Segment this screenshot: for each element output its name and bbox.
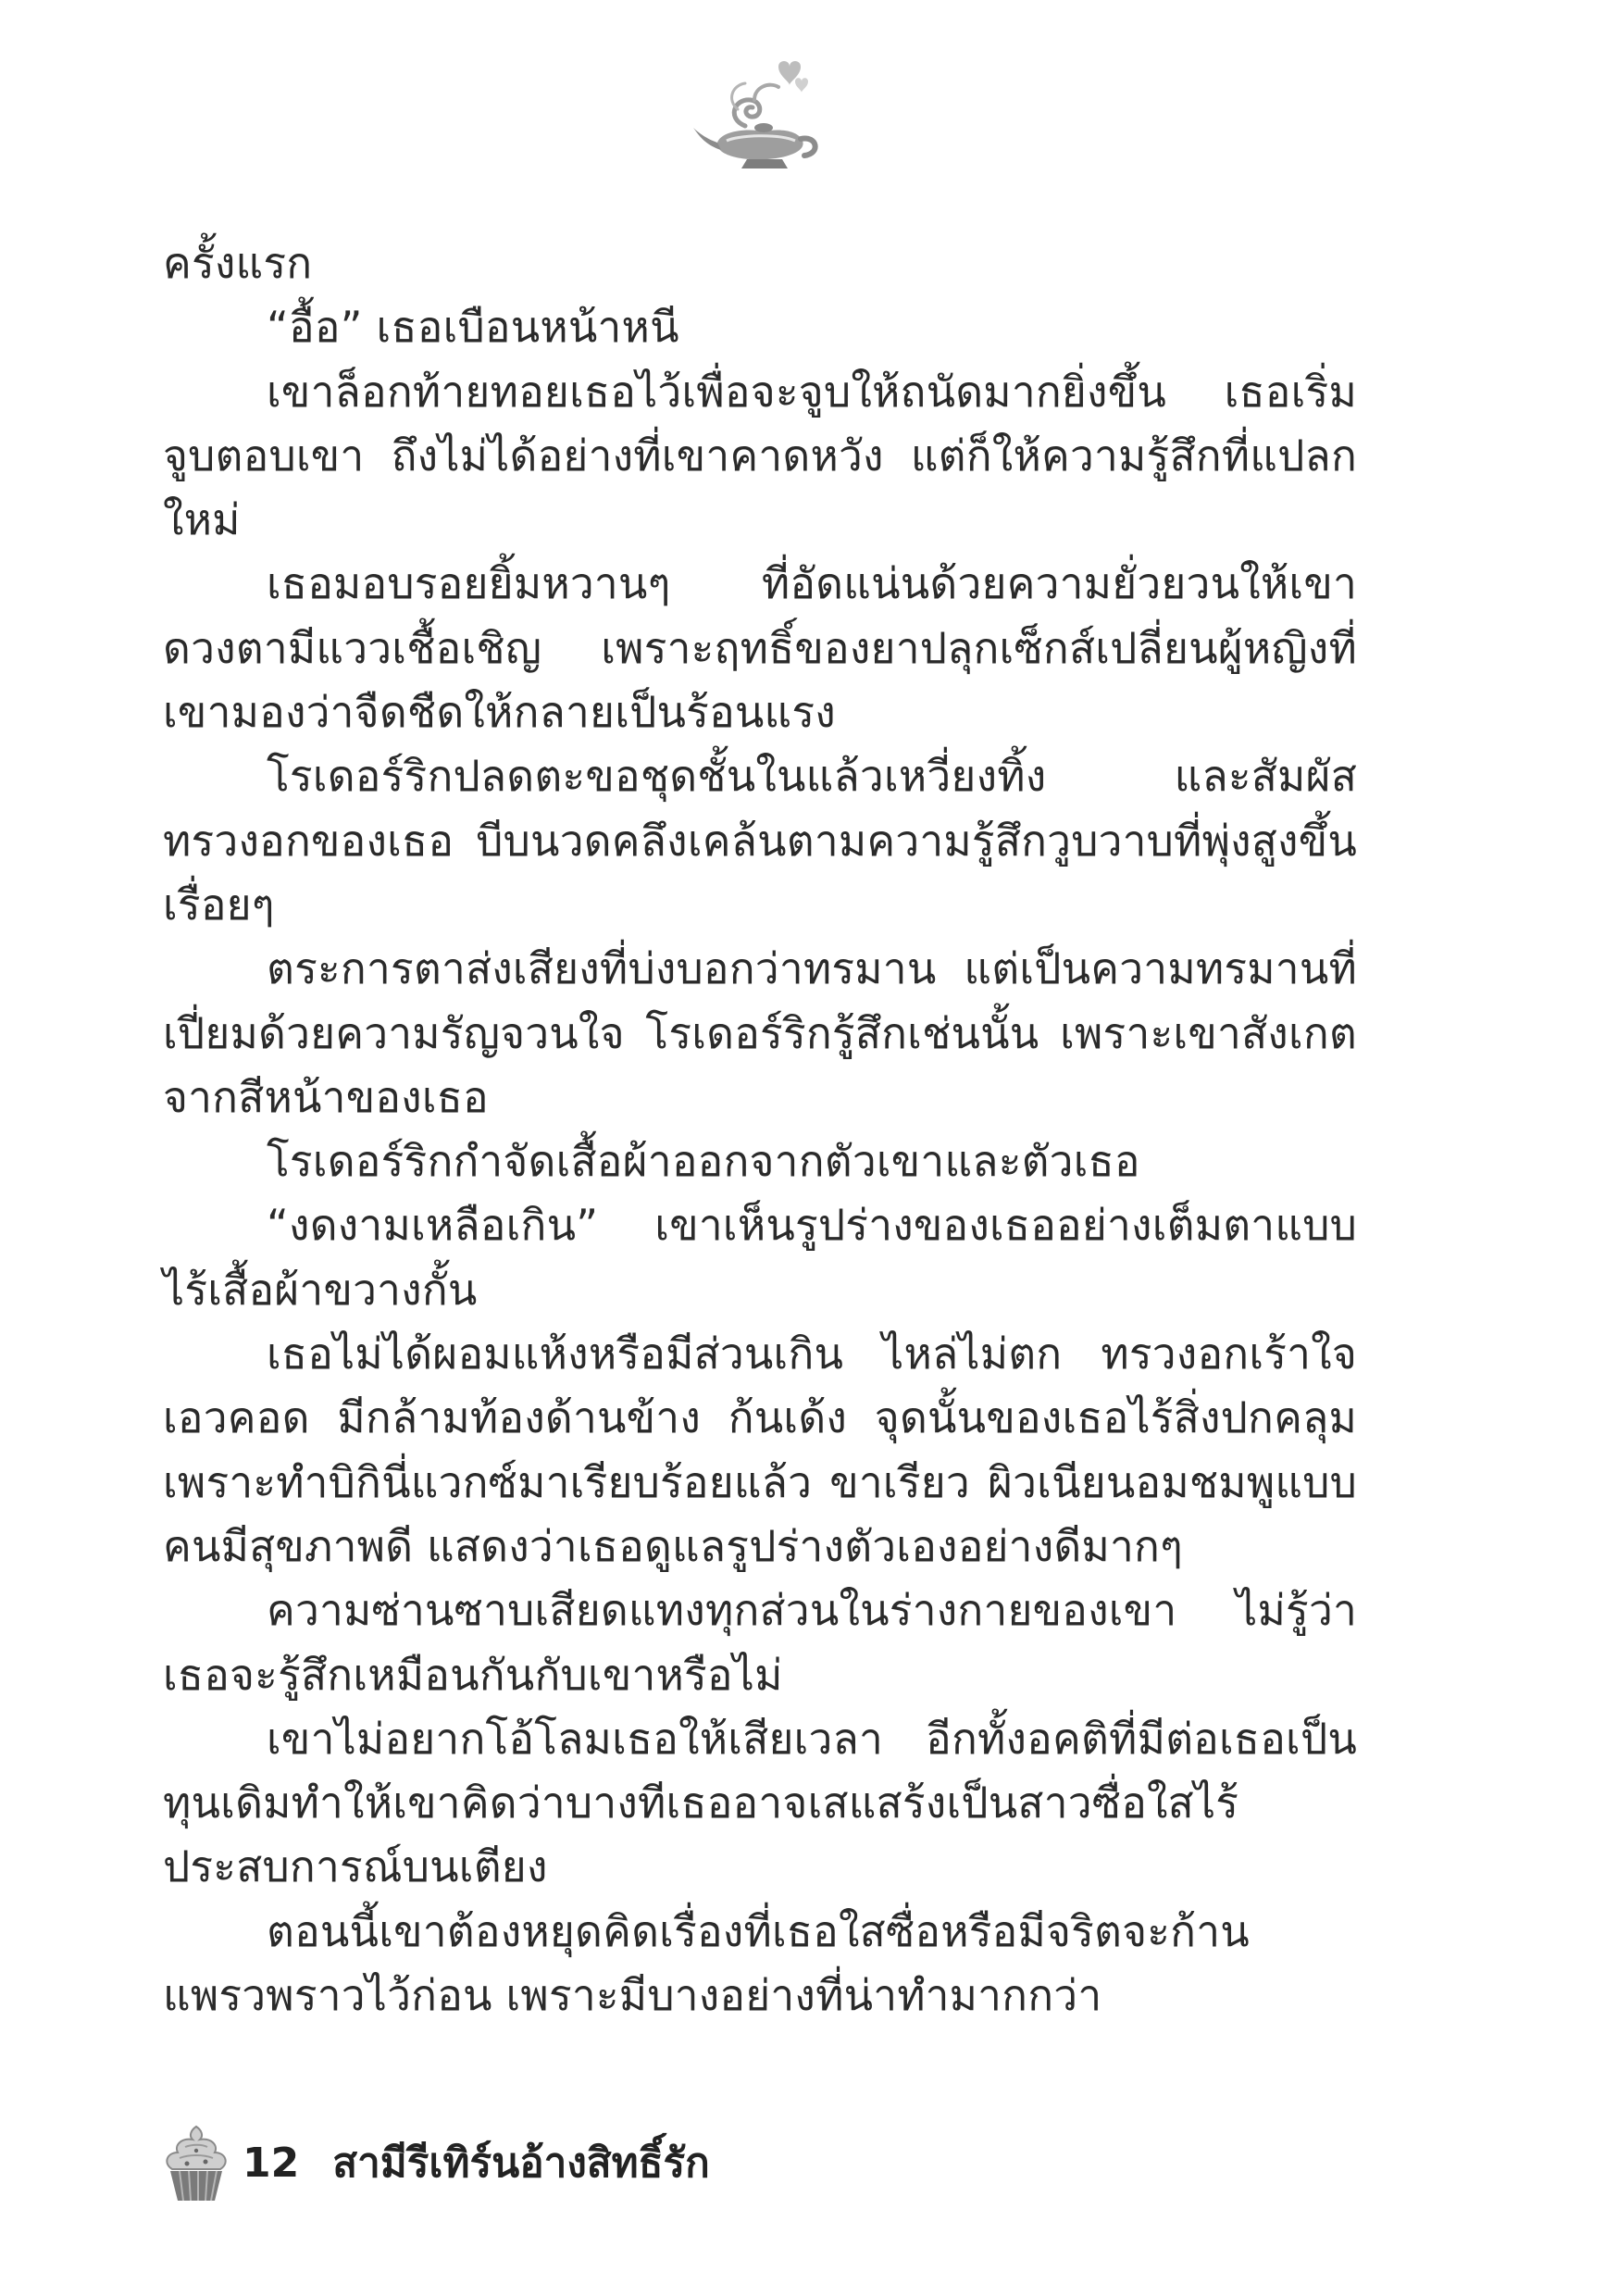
book-title: สามีรีเทิร์นอ้างสิทธิ์รัก [332,2140,710,2187]
paragraph: ความซ่านซาบเสียดแทงทุกส่วนในร่างกายของเขา ไม่รู้ว่าเธอจะรู้สึกเหมือนกันกับเขาหรือไม่ [163,1585,1357,1700]
genie-lamp-icon [690,54,828,174]
paragraph: “งดงามเหลือเกิน” เขาเห็นรูปร่างของเธออย่างเต็มตาแบบไร้เสื้อผ้าขวางกั้น [163,1200,1357,1315]
cupcake-icon [159,2121,233,2204]
paragraph: “อื้อ” เธอเบือนหน้าหนี [267,302,679,353]
paragraph: เธอมอบรอยยิ้มหวานๆ ที่อัดแน่นด้วยความยั่วยวนให้เขา ดวงตามีแววเชื้อเชิญ เพราะฤทธิ์ของยาปลุกเซ็กส์เปลี่ยนผู้หญิงที่เขามองว่าจืดชืดให้กลายเป็นร้อนแรง [163,558,1357,738]
story-text [163,231,1357,2028]
paragraph: ครั้งแรก [163,238,313,288]
paragraph: โรเดอร์ริกกำจัดเสื้อผ้าออกจากตัวเขาและตัวเธอ [267,1136,1140,1187]
paragraph: โรเดอร์ริกปลดตะขอชุดชั้นในแล้วเหวี่ยงทิ้ง และสัมผัสทรวงอกของเธอ บีบนวดคลึงเคล้นตามความรู้สึกวูบวาบที่พุ่งสูงขึ้นเรื่อยๆ [163,751,1357,930]
paragraph: ตอนนี้เขาต้องหยุดคิดเรื่องที่เธอใสซื่อหรือมีจริตจะก้านแพรวพราวไว้ก่อน เพราะมีบางอย่างที่น่าทำมากกว่า [163,1905,1250,2021]
paragraph: เธอไม่ได้ผอมแห้งหรือมีส่วนเกิน ไหล่ไม่ตก ทรวงอกเร้าใจ เอวคอด มีกล้ามท้องด้านข้าง ก้นเด้ง จุดนั้นของเธอไร้สิ่งปกคลุม เพราะทำบิกินี่แวกซ์มาเรียบร้อยแล้ว ขาเรียว ผิวเนียนอมชมพูแบบคนมีสุขภาพดี แสดงว่าเธอดูแลรูปร่างตัวเองอย่างดีมากๆ [163,1329,1357,1571]
paragraph: เขาไม่อยากโอ้โลมเธอให้เสียเวลา อีกทั้งอคติที่มีต่อเธอเป็นทุนเดิมทำให้เขาคิดว่าบางทีเธออาจเสแสร้งเป็นสาวซื่อใสไร้ประสบการณ์บนเตียง [163,1713,1357,1892]
page-footer [159,2118,710,2207]
paragraph: เขาล็อกท้ายทอยเธอไว้เพื่อจะจูบให้ถนัดมากยิ่งขึ้น เธอเริ่มจูบตอบเขา ถึงไม่ได้อย่างที่เขาคาดหวัง แต่ก็ให้ความรู้สึกที่แปลกใหม่ [163,366,1357,545]
page-number: 12 [243,2139,300,2187]
paragraph: ตระการตาส่งเสียงที่บ่งบอกว่าทรมาน แต่เป็นความทรมานที่เปี่ยมด้วยความรัญจวนใจ โรเดอร์ริกรู้สึกเช่นนั้น เพราะเขาสังเกตจากสีหน้าของเธอ [163,943,1357,1122]
